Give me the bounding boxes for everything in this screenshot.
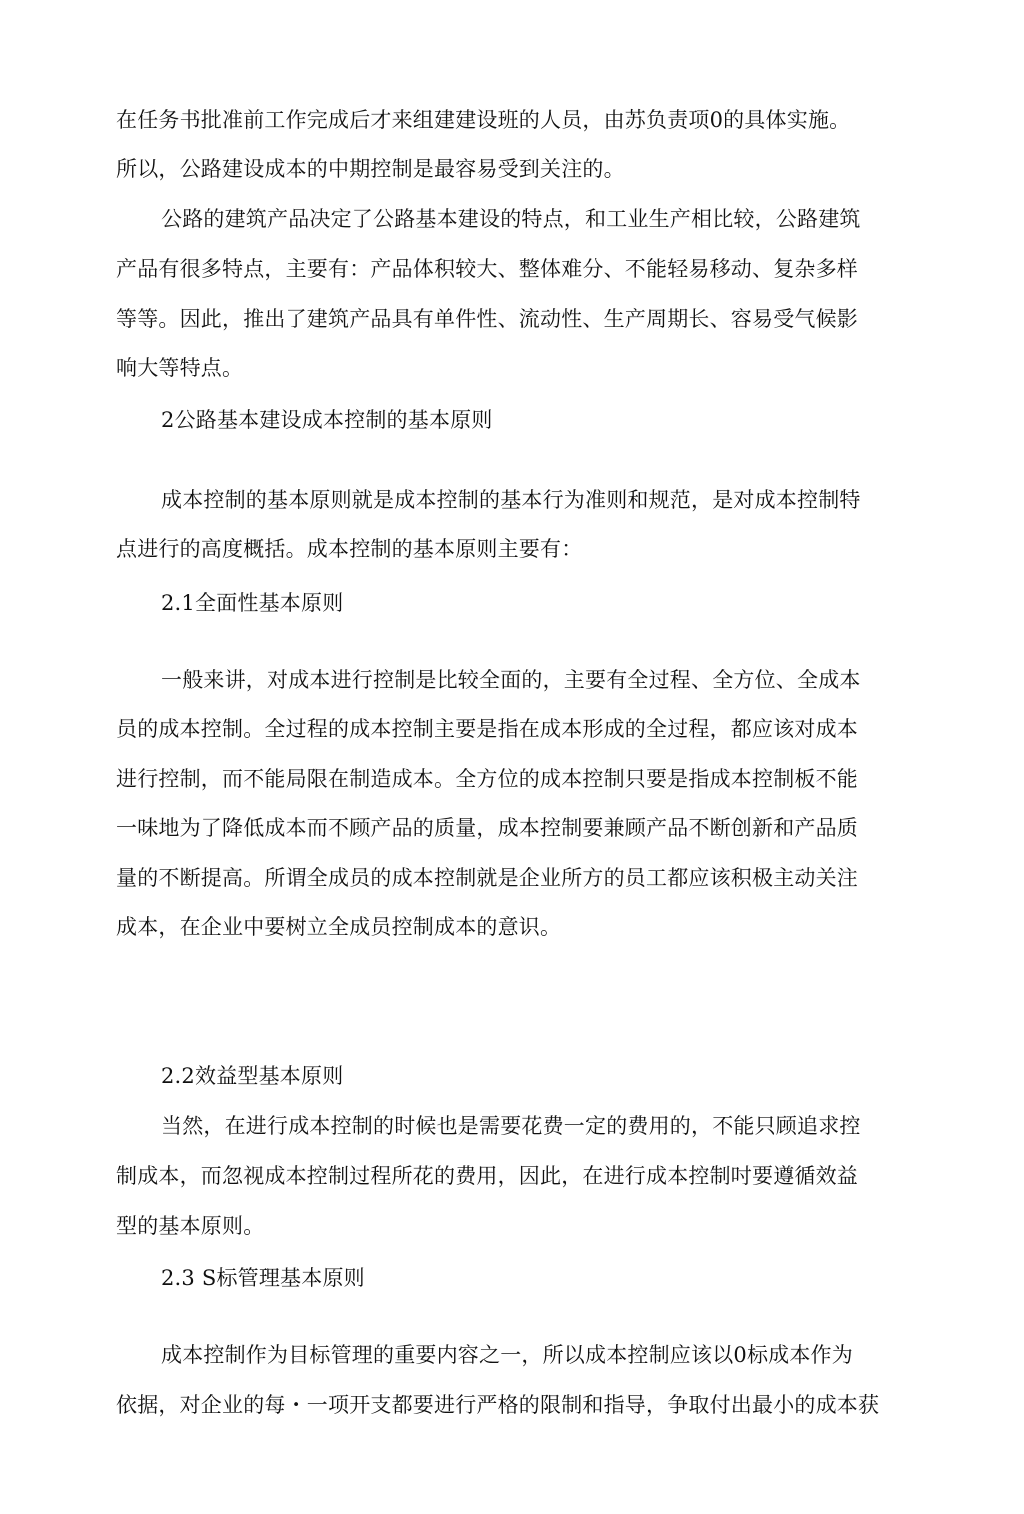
body-line: 响大等特点。 [116, 356, 244, 380]
body-line: 点进行的高度概括。成本控制的基本原则主要有： [116, 537, 583, 561]
body-line: 等等。因此，推出了建筑产品具有单件性、流动性、生产周期长、容易受气候影 [116, 307, 858, 331]
paragraph-first-line: 一般来讲，对成本进行控制是比较全面的，主要有全过程、全方位、全成本 [161, 668, 861, 692]
body-line: 一味地为了降低成本而不顾产品的质量，成本控制要兼顾产品不断创新和产品质 [116, 816, 858, 840]
body-line: 在任务书批准前工作完成后才来组建建设班的人员，由苏负责项0的具体实施。 [116, 108, 851, 132]
body-line: 型的基本原则。 [116, 1214, 265, 1238]
paragraph-first-line: 成本控制作为目标管理的重要内容之一，所以成本控制应该以0标成本作为 [161, 1343, 853, 1367]
paragraph-first-line: 当然，在进行成本控制的时候也是需要花费一定的费用的，不能只顾追求控 [161, 1114, 861, 1138]
body-line: 依据，对企业的每・一项开支都要进行严格的限制和指导，争取付出最小的成本获 [116, 1393, 880, 1417]
body-line: 制成本，而忽视成本控制过程所花的费用，因此，在进行成本控制吋要遵循效益 [116, 1164, 858, 1188]
body-line: 成本，在企业中要树立全成员控制成本的意识。 [116, 915, 562, 939]
body-line: 进行控制，而不能局限在制造成本。全方位的成本控制只要是指成本控制板不能 [116, 767, 858, 791]
subsection-heading: 2.1全面性基本原则 [161, 591, 344, 615]
paragraph-first-line: 公路的建筑产品决定了公路基本建设的特点，和工业生产相比较，公路建筑 [161, 207, 861, 231]
body-line: 产品有很多特点，主要有：产品体积较大、整体难分、不能轻易移动、复杂多样 [116, 257, 858, 281]
body-line: 员的成本控制。全过程的成本控制主要是指在成本形成的全过程，都应该对成本 [116, 717, 858, 741]
subsection-heading: 2.2效益型基本原则 [161, 1064, 344, 1088]
subsection-heading: 2.3 S标管理基本原则 [161, 1266, 365, 1290]
section-heading: 2公路基本建设成本控制的基本原则 [161, 408, 493, 432]
paragraph-first-line: 成本控制的基本原则就是成本控制的基本行为准则和规范，是对成本控制特 [161, 488, 861, 512]
body-line: 量的不断提高。所谓全成员的成本控制就是企业所方的员工都应该积极主动关注 [116, 866, 858, 890]
body-line: 所以，公路建设成本的中期控制是最容易受到关注的。 [116, 157, 625, 181]
